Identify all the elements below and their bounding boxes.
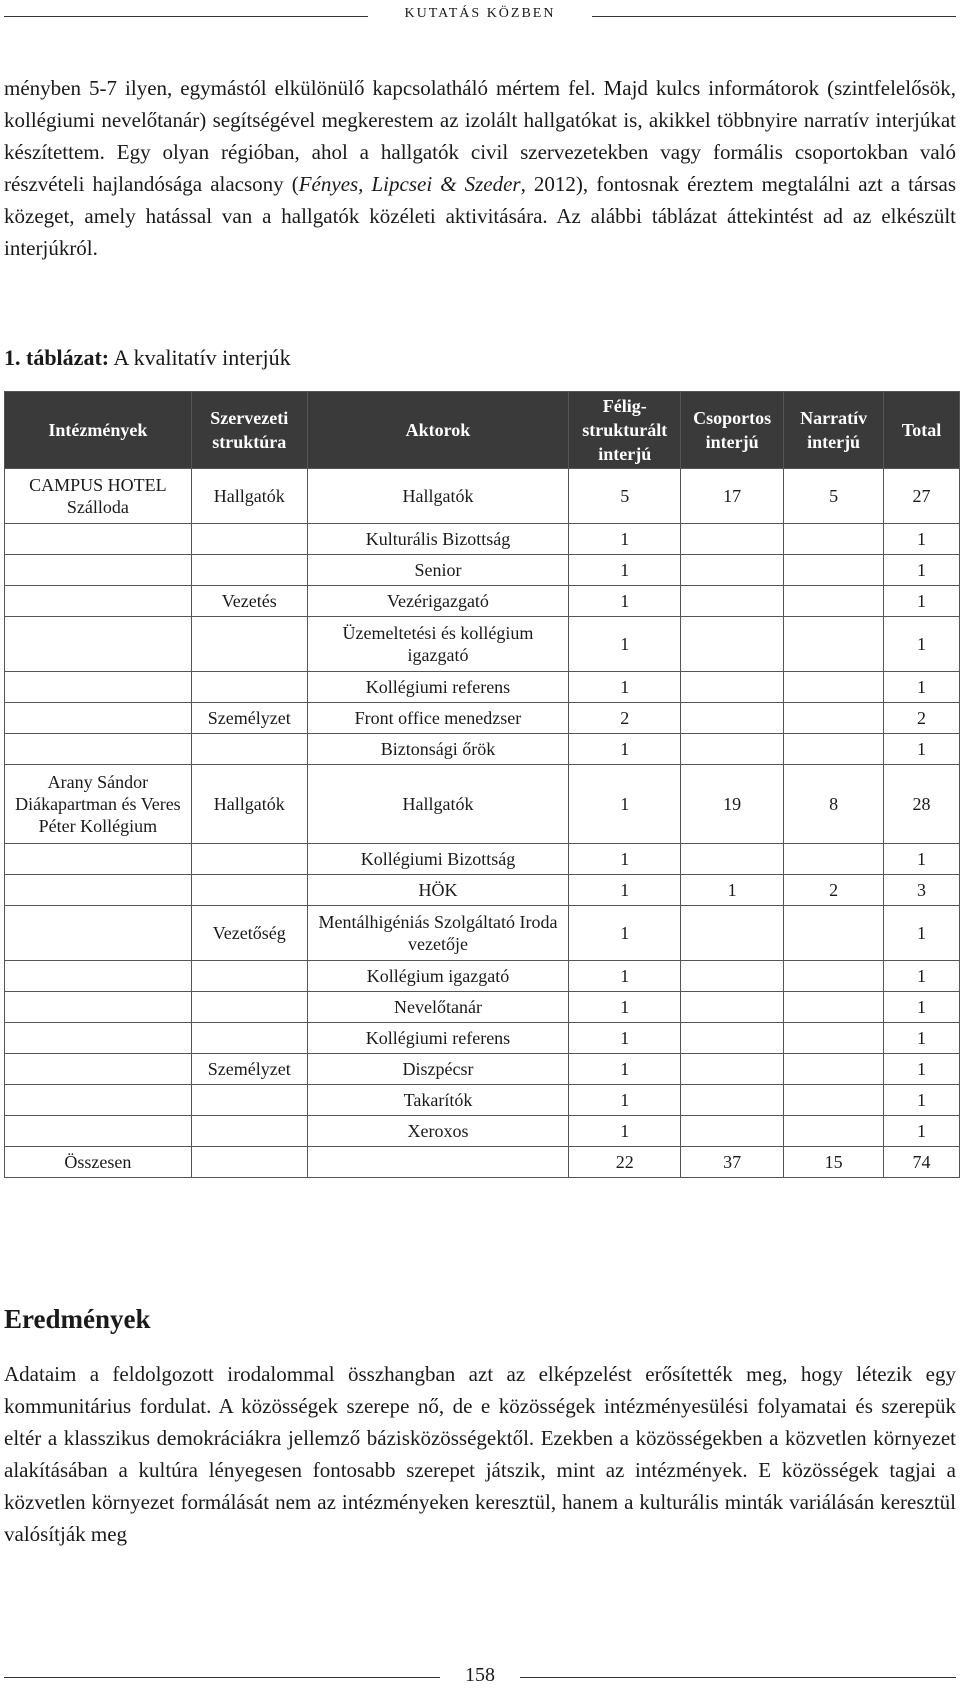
table-cell: Front office menedzser [307, 703, 569, 734]
intro-text-before: ményben 5-7 ilyen, egymástól elkülönülő kapcsolatháló mértem fel. Majd kulcs informátorok (szintfelelősök, kollégiumi nevelőtanár) segítségével megkerestem az izolált hallgatókat is, akikkel többnyire narratív interjúkat készítettem. Egy olyan régióban, ahol a hallgatók civil szervezetekben vagy formális csoportokban való részvételi hajlandósága alacsony ( [4, 76, 956, 196]
table-cell: 5 [784, 469, 884, 524]
table-cell [5, 672, 192, 703]
table-cell [784, 703, 884, 734]
table-cell: 1 [569, 672, 681, 703]
table-cell: 28 [884, 765, 960, 844]
table-row [5, 906, 960, 961]
table-cell [784, 1116, 884, 1147]
table-cell [5, 734, 192, 765]
table-cell [681, 703, 784, 734]
table-cell: 1 [681, 875, 784, 906]
table-row [5, 555, 960, 586]
table-row [5, 703, 960, 734]
page-footer [0, 1664, 960, 1690]
table-cell [681, 1085, 784, 1116]
table-cell [784, 1054, 884, 1085]
table-cell [681, 555, 784, 586]
table-cell [191, 1147, 307, 1178]
table-cell [784, 992, 884, 1023]
table-cell [5, 586, 192, 617]
table-cell: Hallgatók [191, 765, 307, 844]
table-row [5, 524, 960, 555]
table-cell: 27 [884, 469, 960, 524]
table-cell: Senior [307, 555, 569, 586]
table-row [5, 844, 960, 875]
table-cell: Hallgatók [191, 469, 307, 524]
table-cell [5, 1023, 192, 1054]
table-cell [191, 734, 307, 765]
table-cell: Összesen [5, 1147, 192, 1178]
intro-paragraph [4, 72, 956, 264]
table-cell: 1 [569, 906, 681, 961]
interview-table [4, 391, 960, 1178]
table-row [5, 1085, 960, 1116]
table-cell [681, 1116, 784, 1147]
page-number: 158 [465, 1664, 495, 1686]
table-cell: Arany Sándor Diákapartman és Veres Péter Kollégium [5, 765, 192, 844]
table-cell [5, 992, 192, 1023]
table-cell: 1 [884, 672, 960, 703]
table-cell [681, 1054, 784, 1085]
table-cell [5, 961, 192, 992]
table-cell [681, 672, 784, 703]
table-row [5, 961, 960, 992]
table-cell [191, 555, 307, 586]
table-caption-text: A kvalitatív interjúk [113, 345, 291, 370]
table-cell [681, 524, 784, 555]
table-cell: 1 [884, 1116, 960, 1147]
table-cell [784, 1023, 884, 1054]
table-cell: Vezérigazgató [307, 586, 569, 617]
table-cell [191, 1085, 307, 1116]
table-cell [681, 906, 784, 961]
col-header-group: Csoportos interjú [681, 392, 784, 469]
table-cell: Kollégium igazgató [307, 961, 569, 992]
footer-rule-left [4, 1677, 440, 1678]
table-cell [5, 524, 192, 555]
table-cell [5, 906, 192, 961]
table-cell: 74 [884, 1147, 960, 1178]
table-cell [784, 844, 884, 875]
table-row [5, 586, 960, 617]
table-cell [681, 1023, 784, 1054]
table-cell [681, 617, 784, 672]
table-cell: Üzemeltetési és kollégium igazgató [307, 617, 569, 672]
table-cell: 1 [884, 844, 960, 875]
table-cell [784, 672, 884, 703]
table-cell [681, 844, 784, 875]
table-row [5, 469, 960, 524]
table-cell [681, 734, 784, 765]
table-cell: 1 [569, 586, 681, 617]
table-cell: 1 [569, 992, 681, 1023]
table-cell: 1 [884, 1085, 960, 1116]
table-cell: 19 [681, 765, 784, 844]
header-row [5, 392, 960, 469]
col-header-narrative: Narratív interjú [784, 392, 884, 469]
table-cell: 1 [569, 875, 681, 906]
table-cell: 1 [569, 765, 681, 844]
table-cell [5, 875, 192, 906]
table-cell [681, 961, 784, 992]
table-cell: Kollégiumi referens [307, 672, 569, 703]
intro-text-after: , 2012), fontosnak éreztem megtalálni azt a társas közeget, amely hatással van a hallgatók közéleti aktivitására. Az alábbi táblázat áttekintést ad az elkészült interjúkról. [4, 172, 956, 260]
table-cell [191, 1023, 307, 1054]
table-caption [4, 345, 291, 371]
table-cell [784, 906, 884, 961]
table-cell: Vezetőség [191, 906, 307, 961]
table-cell: 1 [569, 734, 681, 765]
table-cell: 1 [884, 734, 960, 765]
table-row [5, 734, 960, 765]
table-cell: Kulturális Bizottság [307, 524, 569, 555]
table-cell: Biztonsági őrök [307, 734, 569, 765]
table-cell: 1 [569, 617, 681, 672]
table-cell: 1 [884, 961, 960, 992]
table-cell [5, 703, 192, 734]
table-row [5, 992, 960, 1023]
table-cell [681, 586, 784, 617]
table-cell [5, 555, 192, 586]
table-total-row [5, 1147, 960, 1178]
table-cell: Nevelőtanár [307, 992, 569, 1023]
table-cell [784, 617, 884, 672]
col-header-semi-structured: Félig-strukturált interjú [569, 392, 681, 469]
table-cell: 2 [884, 703, 960, 734]
col-header-structure: Szervezeti struktúra [191, 392, 307, 469]
table-cell: Személyzet [191, 703, 307, 734]
table-cell [307, 1147, 569, 1178]
table-cell [5, 844, 192, 875]
table-row [5, 617, 960, 672]
table-cell: 22 [569, 1147, 681, 1178]
table-cell: 1 [569, 1085, 681, 1116]
table-cell: 1 [569, 844, 681, 875]
table-cell: Diszpécsr [307, 1054, 569, 1085]
table-cell [5, 617, 192, 672]
table-cell [191, 844, 307, 875]
table-cell: 15 [784, 1147, 884, 1178]
running-head-title: KUTATÁS KÖZBEN [404, 6, 556, 21]
table-body [5, 469, 960, 1178]
table-cell: Kollégiumi Bizottság [307, 844, 569, 875]
table-cell: 1 [884, 586, 960, 617]
table-cell [5, 1054, 192, 1085]
table-cell [784, 734, 884, 765]
table-cell: 1 [884, 617, 960, 672]
table-cell: 2 [784, 875, 884, 906]
table-caption-label: 1. táblázat: [4, 345, 110, 370]
header-rule-left [4, 16, 368, 17]
table-cell: 1 [569, 1116, 681, 1147]
table-cell: 1 [884, 1054, 960, 1085]
table-cell: 1 [884, 906, 960, 961]
table-row [5, 672, 960, 703]
table-row [5, 1023, 960, 1054]
table-head [5, 392, 960, 469]
table-cell [191, 992, 307, 1023]
table-cell [784, 1085, 884, 1116]
table-row [5, 765, 960, 844]
table-cell: 37 [681, 1147, 784, 1178]
table-cell: 3 [884, 875, 960, 906]
table-cell: Hallgatók [307, 469, 569, 524]
table-cell: HÖK [307, 875, 569, 906]
table-cell: 1 [884, 992, 960, 1023]
table-cell [784, 524, 884, 555]
footer-rule-right [520, 1677, 956, 1678]
table-cell: Kollégiumi referens [307, 1023, 569, 1054]
table-cell: 1 [569, 524, 681, 555]
col-header-actors: Aktorok [307, 392, 569, 469]
header-rule-right [592, 16, 956, 17]
table-cell: 1 [569, 1023, 681, 1054]
table-cell [191, 1116, 307, 1147]
table-cell [784, 555, 884, 586]
table-cell: Hallgatók [307, 765, 569, 844]
table-cell: Takarítók [307, 1085, 569, 1116]
table-cell [191, 875, 307, 906]
table-cell: 17 [681, 469, 784, 524]
col-header-total: Total [884, 392, 960, 469]
table-cell [191, 672, 307, 703]
intro-citation: Fényes, Lipcsei & Szeder [298, 172, 521, 196]
table-cell: 1 [884, 1023, 960, 1054]
table-cell: 1 [569, 961, 681, 992]
table-cell [784, 961, 884, 992]
results-paragraph: Adataim a feldolgozott irodalommal összhangban azt az elképzelést erősítették meg, hogy létezik egy kommunitárius fordulat. A közösségek szerepe nő, de e közösségek intézményesülési folyamatai és szerepük eltér a klasszikus demokráciákra jellemző bázisközösségektől. Ezekben a közösségekben a közvetlen környezet alakításában a kultúra lényegesen fontosabb szerepet játszik, mint az intézmények. E közösségek tagjai a közvetlen környezet formálását nem az intézményeken keresztül, hanem a kulturális minták variálásán keresztül valósítják meg [4, 1362, 956, 1546]
table-cell [5, 1085, 192, 1116]
section-heading: Eredmények [4, 1304, 151, 1334]
table-row [5, 1116, 960, 1147]
table-cell: 1 [569, 555, 681, 586]
table-cell [681, 992, 784, 1023]
table-cell: Vezetés [191, 586, 307, 617]
col-header-institutions: Intézmények [5, 392, 192, 469]
table-cell: 5 [569, 469, 681, 524]
table-cell [191, 961, 307, 992]
table-cell: Személyzet [191, 1054, 307, 1085]
table-cell: 2 [569, 703, 681, 734]
table-cell [784, 586, 884, 617]
table-cell: 8 [784, 765, 884, 844]
table-cell: Xeroxos [307, 1116, 569, 1147]
table-cell: 1 [884, 524, 960, 555]
table-cell [5, 1116, 192, 1147]
table-cell: CAMPUS HOTEL Szálloda [5, 469, 192, 524]
table-cell: 1 [569, 1054, 681, 1085]
table-row [5, 875, 960, 906]
table-cell [191, 524, 307, 555]
table-row [5, 1054, 960, 1085]
table-cell [191, 617, 307, 672]
running-head [0, 4, 960, 28]
table-cell: 1 [884, 555, 960, 586]
table-cell: Mentálhigéniás Szolgáltató Iroda vezetője [307, 906, 569, 961]
